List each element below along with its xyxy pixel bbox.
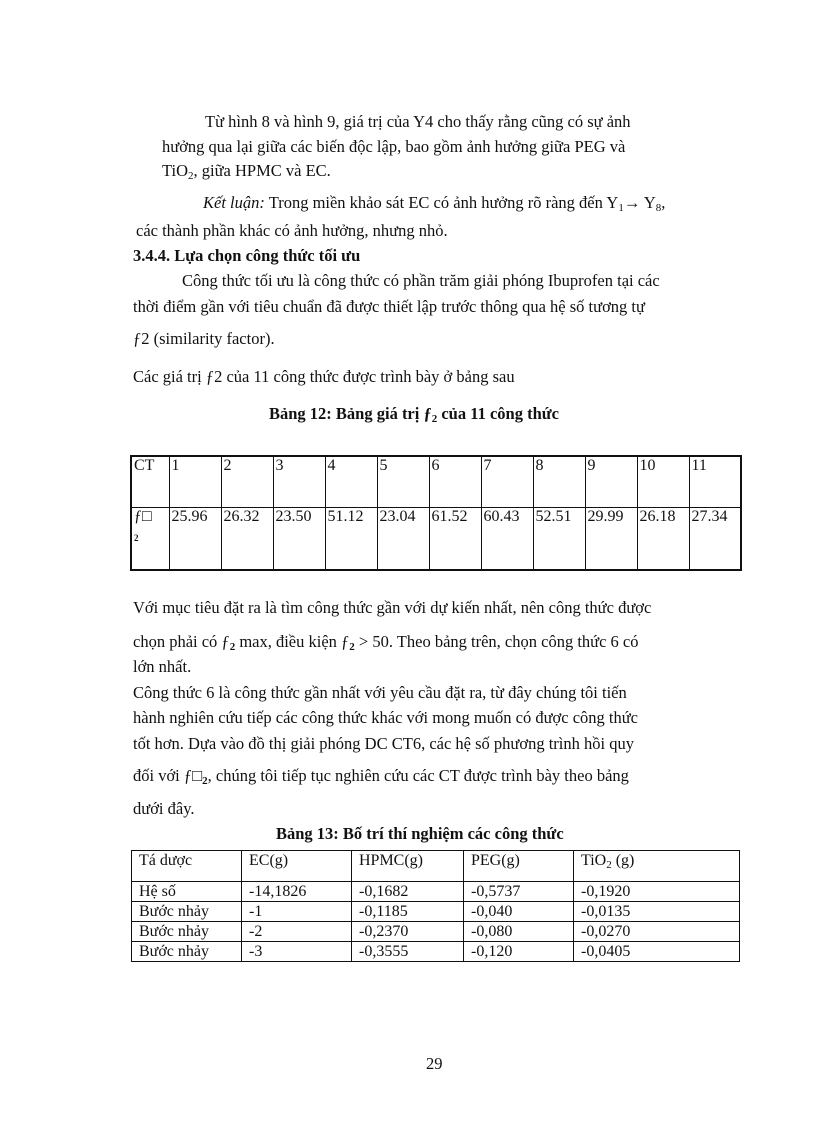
table-cell: 4 (325, 456, 377, 508)
table-13 (131, 850, 740, 962)
table-cell: -3 (242, 942, 352, 962)
conclusion-label: Kết luận: (203, 193, 265, 212)
table-cell: ƒ□ $_2$ (131, 508, 169, 571)
table-12 (130, 455, 742, 571)
table-cell: 10 (637, 456, 689, 508)
table-12-caption: Bảng 12: Bảng giá trị $ƒ_2$ của 11 công thức (269, 404, 559, 425)
table-cell: -0,2370 (352, 922, 464, 942)
table-cell: -0,1185 (352, 902, 464, 922)
table-cell: Bước nhảy (132, 902, 242, 922)
table-cell: 51.12 (325, 508, 377, 571)
table-cell: -0,0135 (574, 902, 740, 922)
table-cell: -0,1682 (352, 882, 464, 902)
table-cell: -0,080 (464, 922, 574, 942)
paragraph-3-line-3: ƒ2 (similarity factor). (133, 329, 275, 348)
table-cell: -1 (242, 902, 352, 922)
table-13-caption: Bảng 13: Bố trí thí nghiệm các công thức (276, 824, 564, 843)
paragraph-6-line-4: đối với $ƒ□_2$, chúng tôi tiếp tục nghiên cứu các CT được trình bày theo bảng (133, 766, 629, 787)
paragraph-5-line-2: chọn phải có $ƒ_2$ max, điều kiện $ƒ_2 > 50$. Theo bảng trên, chọn công thức 6 có (133, 632, 639, 653)
table-cell: -0,1920 (574, 882, 740, 902)
table-header-cell: TiO$_2$ (g) (574, 851, 740, 882)
paragraph-6-line-1: Công thức 6 là công thức gần nhất với yêu cầu đặt ra, từ đây chúng tôi tiến (133, 683, 627, 702)
table-cell: Bước nhảy (132, 942, 242, 962)
table-cell: -0,3555 (352, 942, 464, 962)
table-header-row (132, 851, 740, 882)
table-row (131, 508, 741, 571)
table-cell: 23.04 (377, 508, 429, 571)
table-cell: 6 (429, 456, 481, 508)
table-cell: 1 (169, 456, 221, 508)
table-cell: 26.32 (221, 508, 273, 571)
conclusion-line-1: Kết luận: Trong miền khảo sát EC có ảnh hưởng rõ ràng đến $Y_1\to Y_8$, (203, 193, 666, 214)
paragraph-6-line-5: dưới đây. (133, 799, 195, 818)
table-row (132, 922, 740, 942)
table-cell: 2 (221, 456, 273, 508)
paragraph-3-line-2: thời điểm gần với tiêu chuẩn đã được thiết lập trước thông qua hệ số tương tự (133, 297, 645, 316)
paragraph-3-line-1: Công thức tối ưu là công thức có phần trăm giải phóng Ibuprofen tại các (182, 271, 660, 290)
section-heading: 3.4.4. Lựa chọn công thức tối ưu (133, 246, 361, 265)
table-cell: Bước nhảy (132, 922, 242, 942)
table-cell: 23.50 (273, 508, 325, 571)
table-cell: 61.52 (429, 508, 481, 571)
table-row (131, 456, 741, 508)
table-cell: -0,0405 (574, 942, 740, 962)
table-row (132, 942, 740, 962)
table-cell: 3 (273, 456, 325, 508)
paragraph-6-line-2: hành nghiên cứu tiếp các công thức khác với mong muốn có được công thức (133, 708, 638, 727)
table-header-cell: EC(g) (242, 851, 352, 882)
paragraph-1-line-2: hưởng qua lại giữa các biến độc lập, bao gồm ảnh hưởng giữa PEG và (162, 137, 626, 156)
table-cell: 11 (689, 456, 741, 508)
table-cell: 25.96 (169, 508, 221, 571)
paragraph-1-line-3: TiO$_2$, giữa HPMC và EC. (162, 161, 331, 182)
paragraph-5-line-1: Với mục tiêu đặt ra là tìm công thức gần với dự kiến nhất, nên công thức được (133, 598, 652, 617)
table-cell: 60.43 (481, 508, 533, 571)
table-header-cell: Tá dược (132, 851, 242, 882)
table-cell: 7 (481, 456, 533, 508)
table-cell: -14,1826 (242, 882, 352, 902)
table-cell: 27.34 (689, 508, 741, 571)
table-cell: 5 (377, 456, 429, 508)
table-cell: -0,040 (464, 902, 574, 922)
table-cell: -0,0270 (574, 922, 740, 942)
table-header-cell: HPMC(g) (352, 851, 464, 882)
table-cell: 26.18 (637, 508, 689, 571)
table-cell: -2 (242, 922, 352, 942)
table-cell: CT (131, 456, 169, 508)
paragraph-5-line-3: lớn nhất. (133, 657, 192, 676)
table-row (132, 882, 740, 902)
table-cell: -0,120 (464, 942, 574, 962)
table-cell: 9 (585, 456, 637, 508)
table-cell: 8 (533, 456, 585, 508)
paragraph-6-line-3: tốt hơn. Dựa vào đồ thị giải phóng DC CT6, các hệ số phương trình hồi quy (133, 734, 634, 753)
table-cell: Hệ số (132, 882, 242, 902)
conclusion-line-2: các thành phần khác có ảnh hưởng, nhưng nhỏ. (136, 221, 448, 240)
table-row (132, 902, 740, 922)
paragraph-4: Các giá trị ƒ2 của 11 công thức được trình bày ở bảng sau (133, 367, 515, 386)
table-header-cell: PEG(g) (464, 851, 574, 882)
table-cell: 52.51 (533, 508, 585, 571)
table-cell: 29.99 (585, 508, 637, 571)
table-cell: -0,5737 (464, 882, 574, 902)
paragraph-1-line-1: Từ hình 8 và hình 9, giá trị của Y4 cho thấy rằng cũng có sự ảnh (205, 112, 631, 131)
page-number: 29 (426, 1054, 443, 1073)
